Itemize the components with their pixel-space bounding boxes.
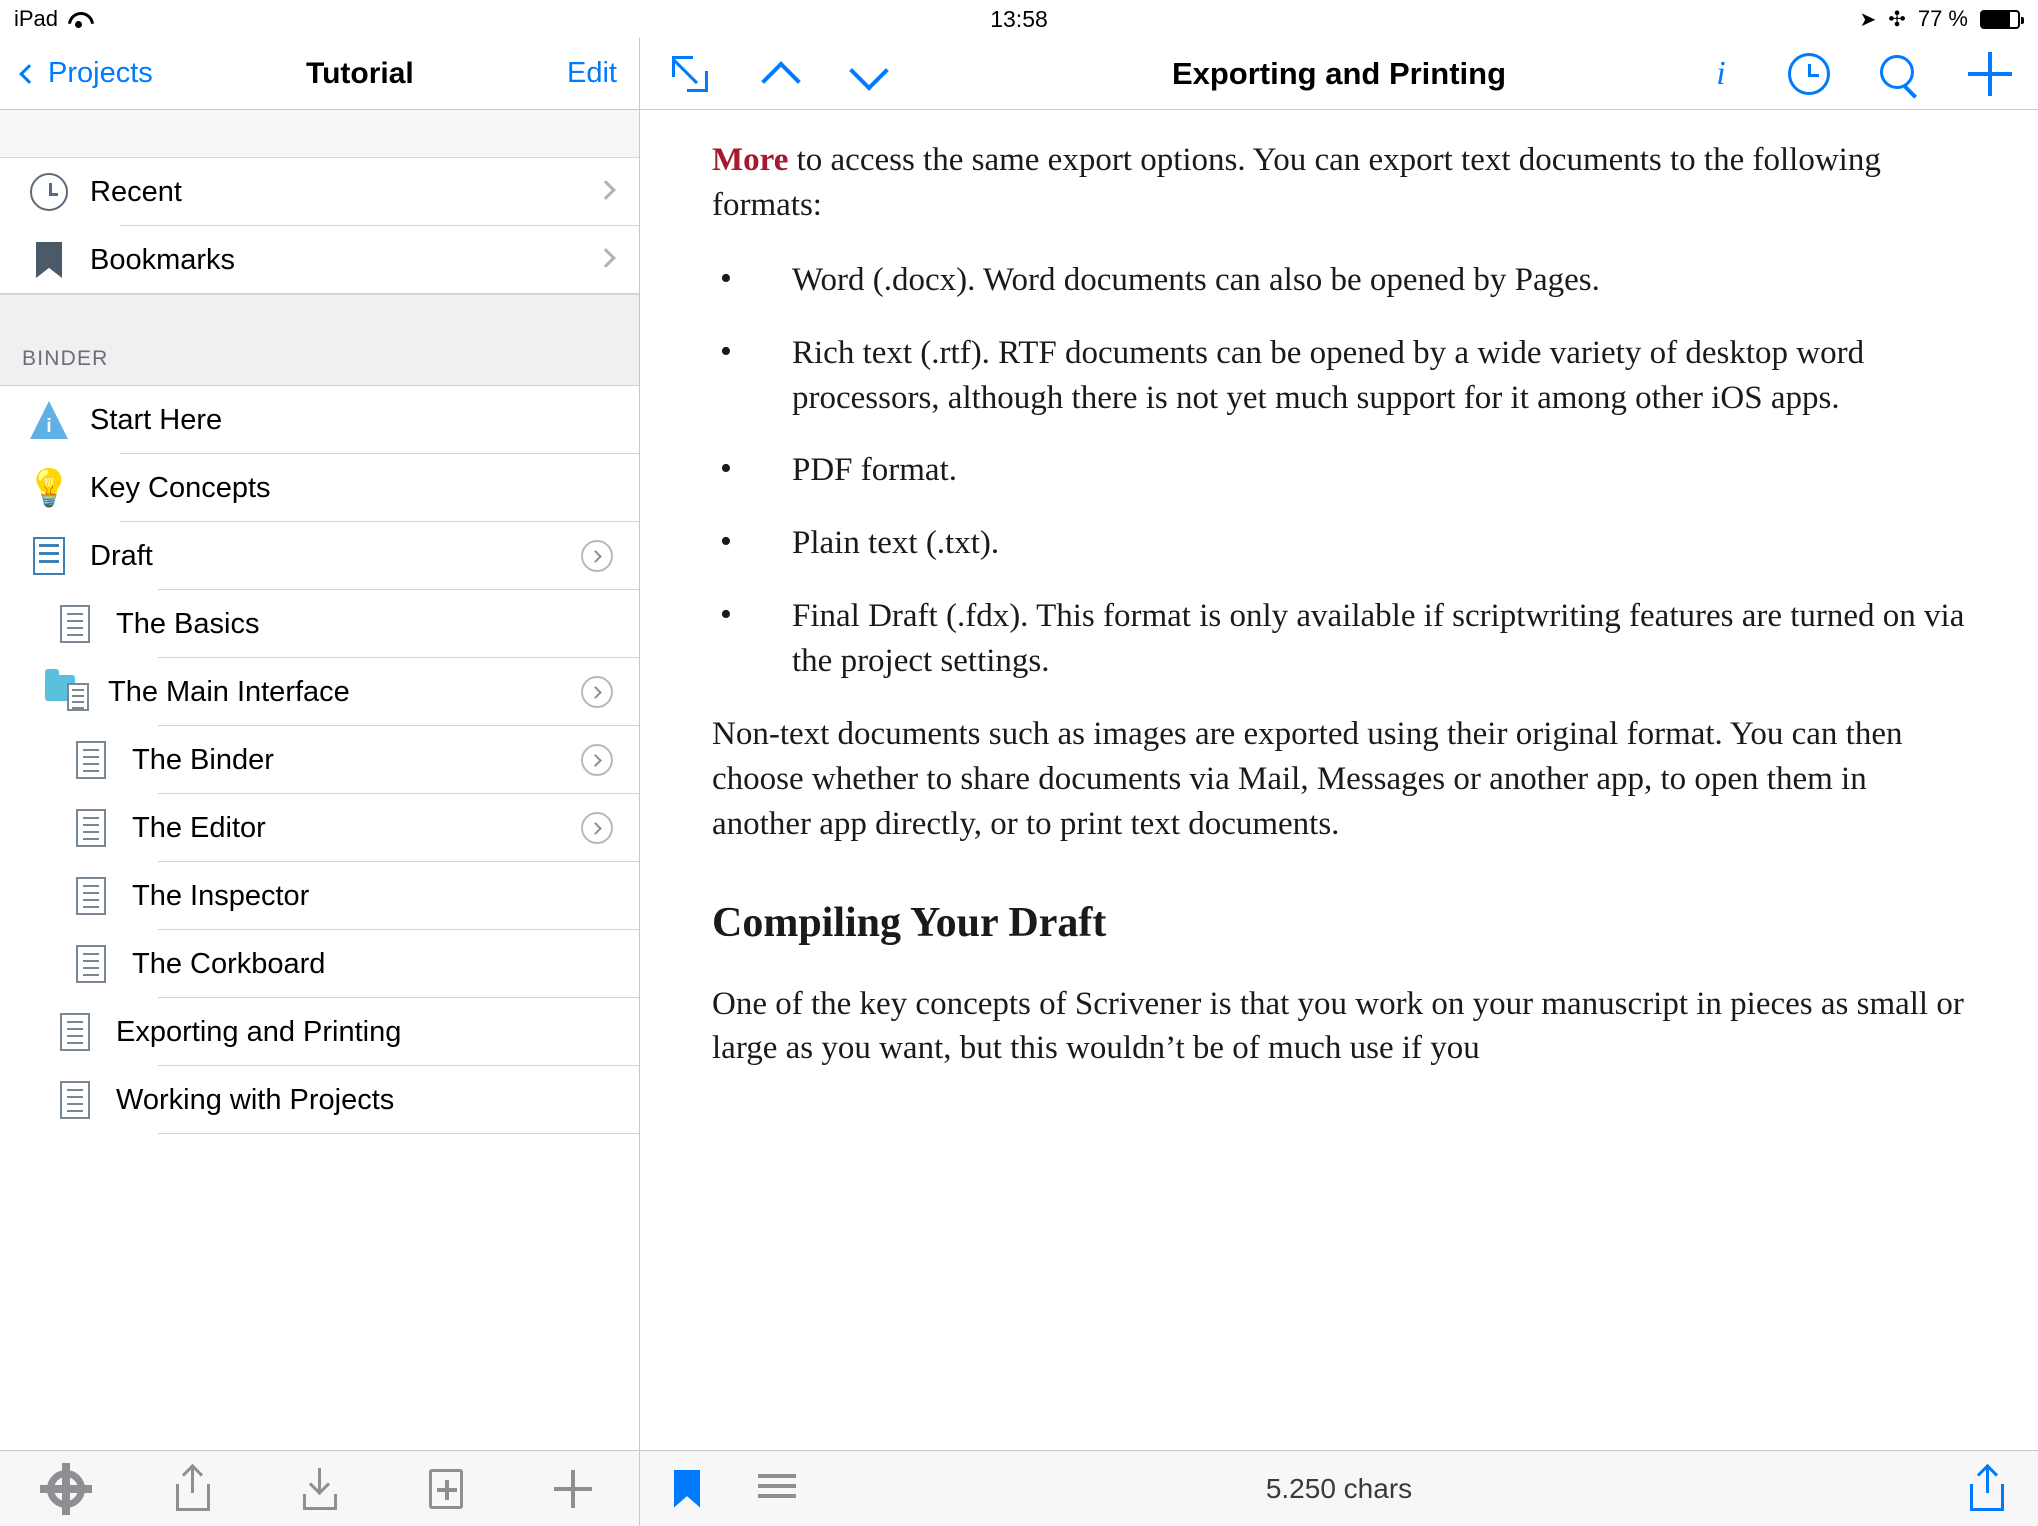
info-italic-icon[interactable]: i [1716, 54, 1726, 92]
bluetooth-icon: ✣ [1888, 7, 1906, 31]
paragraph-intro-rest: to access the same export options. You can export text documents to the following formats: [712, 142, 1881, 223]
battery-icon [1980, 10, 2020, 29]
add-button[interactable] [541, 1461, 605, 1517]
list-item: • Word (.docx). Word documents can also be opened by Pages. [712, 258, 1968, 303]
editor-nav-bar [640, 38, 2038, 110]
sidebar-item-label: The Corkboard [132, 947, 326, 980]
document-icon [48, 605, 102, 643]
new-document-button[interactable] [414, 1461, 478, 1517]
chevron-right-icon [599, 251, 613, 270]
sidebar-list[interactable] [0, 110, 639, 1450]
list-item: • PDF format. [712, 448, 1968, 493]
sidebar-nav-bar [0, 38, 639, 110]
paragraph-non-text-documents: Non-text documents such as images are exported using their original format. You can then choose whether to share documents via Mail, Messages or another app, to open them in another app directly, or to print text documents. [712, 715, 1903, 842]
chevron-left-icon [19, 64, 39, 84]
split-view [0, 38, 2038, 1526]
draft-stack-icon [22, 537, 76, 575]
list-lines-icon[interactable] [758, 1474, 796, 1504]
editor-toolbar-left [674, 1470, 796, 1508]
sidebar-title: Tutorial [306, 56, 414, 90]
sidebar-item-label: Recent [90, 175, 182, 208]
disclosure-circle-button[interactable] [581, 540, 613, 572]
sidebar-item-label: The Binder [132, 743, 274, 776]
plus-icon [554, 1470, 592, 1508]
sidebar-item-the-editor[interactable] [0, 794, 639, 862]
document-icon [48, 1013, 102, 1051]
sidebar-item-draft[interactable] [0, 522, 639, 590]
chevron-up-icon[interactable] [764, 57, 798, 91]
sidebar-item-the-binder[interactable] [0, 726, 639, 794]
more-link[interactable]: More [712, 142, 789, 178]
sidebar-item-exporting-and-printing[interactable] [0, 998, 639, 1066]
battery-label: 77 % [1917, 6, 1968, 31]
paragraph-compiling-intro: One of the key concepts of Scrivener is that you work on your manuscript in pieces as small or large as you want, but this wouldn’t be of much use if you [712, 985, 1964, 1067]
sidebar-item-start-here[interactable] [0, 386, 639, 454]
sidebar-item-label: Start Here [90, 403, 223, 436]
sidebar-item-label: The Main Interface [108, 675, 350, 708]
export-format-list [712, 258, 1968, 684]
editor-nav-right-group [1702, 52, 2012, 96]
folder-document-icon [40, 673, 94, 711]
sidebar-item-the-corkboard[interactable] [0, 930, 639, 998]
sidebar-item-recent[interactable] [0, 158, 639, 226]
chevron-down-icon[interactable] [852, 57, 886, 91]
status-bar-clock: 13:58 [990, 5, 1048, 32]
share-icon[interactable] [1970, 1467, 2004, 1511]
sidebar [0, 38, 640, 1526]
sidebar-item-label: Draft [90, 539, 153, 572]
disclosure-circle-button[interactable] [581, 744, 613, 776]
download-icon [303, 1468, 337, 1510]
location-arrow-icon: ➤ [1859, 8, 1877, 31]
sidebar-top-spacer [0, 110, 639, 158]
expand-diagonal-icon[interactable] [670, 54, 710, 94]
sidebar-section-binder: BINDER [0, 294, 639, 386]
bookmark-icon [22, 242, 76, 278]
sidebar-item-the-inspector[interactable] [0, 862, 639, 930]
editor-toolbar [640, 1450, 2038, 1526]
chevron-right-icon [599, 183, 613, 202]
clock-icon [22, 173, 76, 211]
document-body[interactable] [640, 110, 2038, 1450]
gear-icon [47, 1470, 85, 1508]
edit-button[interactable]: Edit [567, 57, 617, 89]
list-item: • Final Draft (.fdx). This format is only available if scriptwriting features are turned on via the project settings. [712, 594, 1968, 684]
device-label: iPad [14, 6, 59, 31]
search-icon[interactable] [1878, 53, 1920, 95]
back-button-label: Projects [48, 57, 153, 89]
sidebar-item-label: Bookmarks [90, 243, 236, 276]
sidebar-item-key-concepts[interactable] [0, 454, 639, 522]
import-button[interactable] [288, 1461, 352, 1517]
character-count: 5.250 chars [1265, 1472, 1413, 1504]
new-document-icon [429, 1469, 463, 1509]
list-item: • Plain text (.txt). [712, 521, 1968, 566]
sidebar-item-the-main-interface[interactable] [0, 658, 639, 726]
sidebar-item-label: Key Concepts [90, 471, 271, 504]
sidebar-toolbar [0, 1450, 639, 1526]
plus-icon[interactable] [1968, 52, 2012, 96]
list-item: • Rich text (.rtf). RTF documents can be opened by a wide variety of desktop word processors, although there is not yet much support for it among other iOS apps. [712, 331, 1968, 421]
document-icon [64, 809, 118, 847]
document-icon [64, 877, 118, 915]
info-triangle-icon [22, 401, 76, 439]
editor-pane [640, 38, 2038, 1526]
clock-icon[interactable] [1788, 53, 1830, 95]
share-button[interactable] [161, 1461, 225, 1517]
status-bar [0, 0, 2038, 38]
paragraph-intro [712, 138, 1968, 228]
sidebar-item-label: Working with Projects [116, 1083, 395, 1116]
document-icon [48, 1081, 102, 1119]
sidebar-item-the-basics[interactable] [0, 590, 639, 658]
document-icon [64, 945, 118, 983]
back-to-projects-button[interactable] [22, 57, 153, 90]
share-icon [176, 1467, 210, 1511]
editor-nav-left-group [670, 54, 886, 94]
sidebar-item-label: The Editor [132, 811, 266, 844]
sidebar-item-label: The Basics [116, 607, 260, 640]
section-heading: Compiling Your Draft [712, 899, 1107, 946]
document-icon [64, 741, 118, 779]
disclosure-circle-button[interactable] [581, 812, 613, 844]
editor-toolbar-right [1970, 1467, 2004, 1511]
sidebar-item-bookmarks[interactable] [0, 226, 639, 294]
sidebar-item-working-with-projects[interactable] [0, 1066, 639, 1134]
sidebar-item-label: Exporting and Printing [116, 1015, 402, 1048]
disclosure-circle-button[interactable] [581, 676, 613, 708]
lightbulb-icon: 💡 [26, 467, 72, 508]
settings-gear-button[interactable] [34, 1461, 98, 1517]
editor-document-title: Exporting and Printing [1171, 55, 1507, 91]
sidebar-item-label: The Inspector [132, 879, 310, 912]
bookmark-icon[interactable] [674, 1470, 700, 1508]
